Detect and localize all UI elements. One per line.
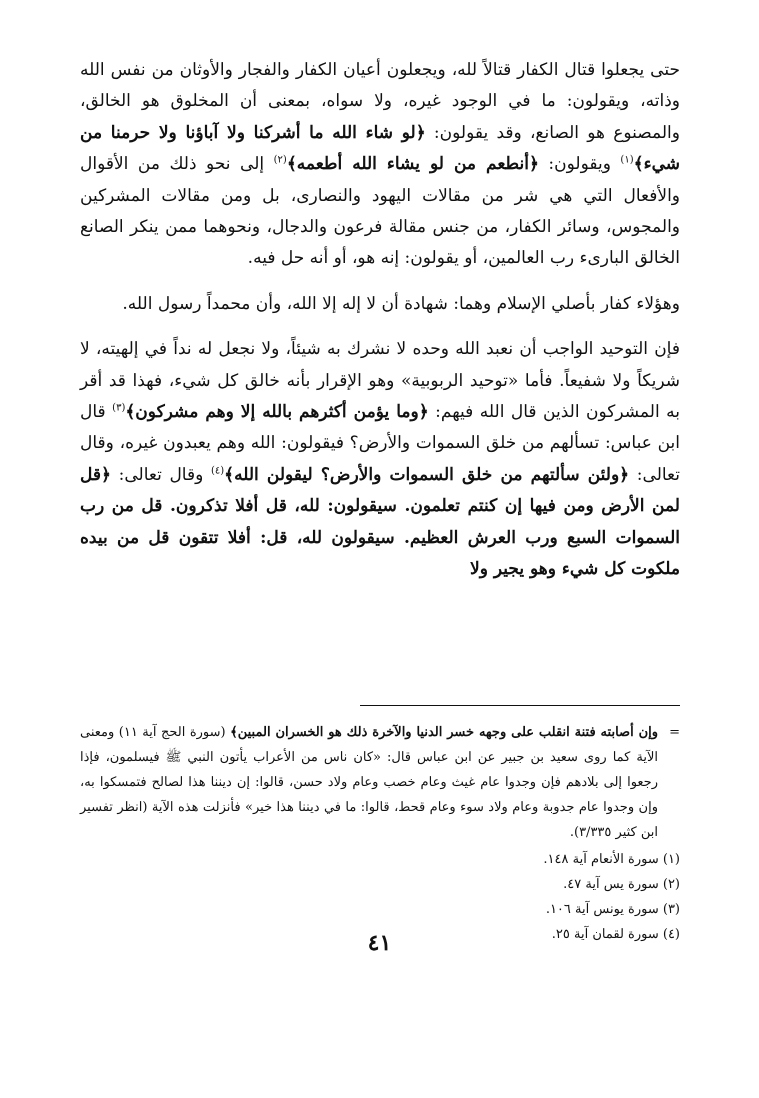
quran-quote: ﴿أنطعم من لو يشاء الله أطعمه﴾ [286,154,539,175]
quran-quote: ﴿قل لمن الأرض ومن فيها إن كنتم تعلمون. سيقولون: لله، قل أفلا تذكرون. قل من رب السموات السبع ورب العرش العظيم. سيقولون لله، قل: أفلا تتقون قل من بيده ملكوت كل شيء وهو يجير ولا [80,464,680,580]
footnote-reference: (١) [620,154,634,166]
footnote-continuation [80,720,680,845]
text-run: إلى نحو ذلك من الأقوال والأفعال التي هي شر من مقالات اليهود والنصارى، بل ومن مقالات المشركين والمجوس، وسائر الكفار، من جنس مقالة فرعون والدجال، ونحوهما ممن ينكر الصانع الخالق البارىء رب العالمين، أو يقولون: إنه هو، أو أنه حل فيه. [80,154,680,269]
paragraph [80,334,680,585]
text-run: فإن التوحيد الواجب أن نعبد الله وحده لا نشرك به شيئاً، ولا نجعل له نداً في إلهيته، لا شريكاً ولا شفيعاً. فأما «توحيد الربوبية» وهو الإقرار بأنه خالق كل شيء، فهذا قد أقر به المشركون الذين قال الله فيهم: [80,339,680,423]
quran-quote: ﴿وما يؤمن أكثرهم بالله إلا وهم مشركون﴾ [125,402,429,423]
footnote-item: (٣) سورة يونس آية ١٠٦. [545,902,680,917]
text-run: وهؤلاء كفار بأصلي الإسلام وهما: شهادة أن لا إله إلا الله، وأن محمداً رسول الله. [122,293,680,314]
text-run: ويقولون: [538,154,621,175]
footnote-reference: (٣) [112,402,126,414]
footnote-separator [360,705,680,706]
footnote-reference: (٢) [273,154,287,166]
text-run: حتى يجعلوا قتال الكفار قتالاً لله، ويجعلون أعيان الكفار والفجار والأوثان من نفس الله وذاته، ويقولون: ما في الوجود غيره، ولا سواه، بمعنى أن المخلوق هو الخالق، والمصنوع هو الصانع، وقد يقولون: [80,60,680,143]
quran-quote: ﴿لو شاء الله ما أشركنا ولا آباؤنا ولا حرمنا من شيء﴾ [80,122,680,175]
footnotes-section [80,720,680,947]
continuation-marker: = [669,725,680,740]
document-page [80,55,680,1065]
main-text [80,55,680,586]
text-run: وقال تعالى: [110,464,211,485]
paragraph [80,55,680,275]
footnote-item: (٢) سورة يس آية ٤٧. [563,877,680,892]
paragraph [80,289,680,320]
quran-quote: ﴿ولئن سألتهم من خلق السموات والأرض؟ ليقولن الله﴾ [224,464,630,485]
footnote-item: (٤) سورة لقمان آية ٢٥. [551,927,680,942]
text-run: (سورة الحج آية ١١) ومعنى الآية كما روى سعيد بن جبير عن ابن عباس قال: «كان ناس من الأعراب يأتون النبي ﷺ فيسلمون، فإذا رجعوا إلى بلادهم فإن وجدوا عام غيث وعام خصب وعام ولاد حسن، قالوا: إن ديننا هذا لصالح فتمسكوا به، وإن وجدوا عام جدوبة وعام ولاد سوء وعام قحط، قالوا: ما في ديننا هذا خير» فأنزلت هذه الآية (انظر تفسير ابن كثير ٣/٣٣٥). [80,725,658,840]
footnote-reference: (٤) [210,465,225,477]
quran-quote: وإن أصابته فتنة انقلب على وجهه خسر الدنيا والآخرة ذلك هو الخسران المبين﴾ [230,725,659,740]
footnote-item: (١) سورة الأنعام آية ١٤٨. [543,852,680,867]
page-number: ٤١ [367,930,392,956]
text-run: قال ابن عباس: تسألهم من خلق السموات والأرض؟ فيقولون: الله وهم يعبدون غيره، وقال تعالى: [80,402,680,485]
